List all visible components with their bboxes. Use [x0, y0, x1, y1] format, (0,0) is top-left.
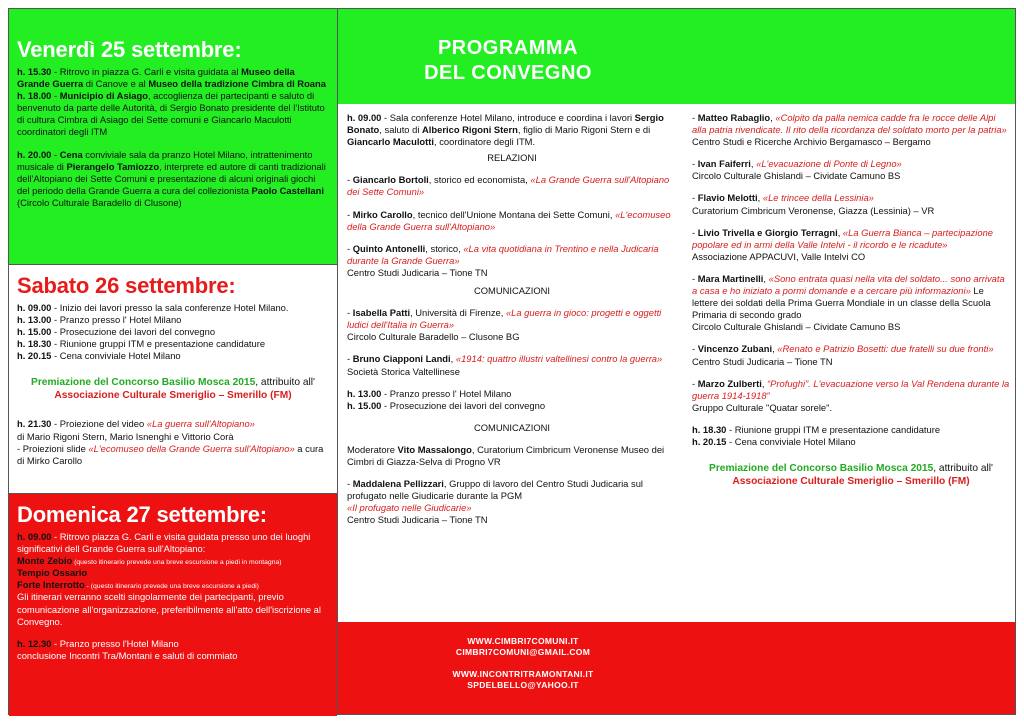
item-text: conviviale sala da pranzo Hotel Milano, intrattenimento musicale di — [17, 148, 313, 172]
sunday-title: Domenica 27 settembre: — [17, 502, 267, 527]
time-label: h. 20.15 — [692, 435, 727, 447]
item-text: , — [450, 353, 456, 365]
item-text: - Pranzo presso l' Hotel Milano — [381, 387, 512, 399]
place-note: - (questo itinerario prevede una breve escursione a piedi) — [84, 583, 259, 591]
talk-org: Gruppo Culturale "Quatar sorele". — [692, 401, 833, 413]
talk — [347, 478, 677, 502]
item-text: , storico ed economista, — [428, 174, 531, 186]
sunday-item-2 — [17, 638, 329, 650]
item-text: - Cena conviviale Hotel Milano — [51, 350, 181, 362]
saturday-item — [17, 314, 329, 326]
talk — [347, 353, 677, 365]
spacer — [347, 412, 677, 422]
spacer — [347, 434, 677, 444]
time-label: h. 12.30 — [17, 637, 52, 649]
schedule-item — [347, 388, 677, 400]
speaker-name: Isabella Patti — [352, 307, 411, 319]
item-text: - — [692, 272, 698, 284]
time-label: h. 13.00 — [347, 387, 382, 399]
item-text: , figlio di Mario Rigoni Stern e di — [517, 124, 651, 136]
saturday-section — [9, 264, 337, 494]
talk — [692, 112, 1010, 136]
place-name: Monte Zebio — [17, 555, 73, 567]
talk — [692, 343, 1010, 355]
item-text: - — [692, 192, 698, 204]
talk-org: Centro Studi Judicaria – Tione TN — [692, 355, 833, 367]
award-text: , attribuito all' — [255, 377, 315, 389]
speaker-name: Vito Massalongo — [397, 443, 472, 455]
time-label: h. 09.00 — [17, 302, 52, 313]
talk-title: «La vita quotidiana in Trentino e nella Judicaria durante la Grande Guerra» — [347, 242, 659, 266]
talk-title: «1914: quattro illustri valtellinesi contro la guerra» — [455, 353, 663, 365]
program-main — [338, 8, 1016, 715]
moderator — [347, 444, 677, 468]
speaker-name: Ivan Faiferri — [697, 158, 751, 170]
museum-name: Museo della Grande Guerra — [17, 66, 295, 90]
item-text: (Circolo Culturale Baradello di Clusone) — [17, 196, 182, 208]
website-link[interactable]: WWW.CIMBRI7COMUNI.IT — [467, 636, 579, 646]
talk — [692, 192, 1010, 204]
talk-org: Centro Studi Judicaria – Tione TN — [347, 514, 488, 526]
time-label: h. 15.00 — [17, 326, 52, 338]
slides-title: «L'ecomuseo della Grande Guerra sull'Altopiano» — [88, 442, 295, 454]
saturday-item — [17, 326, 329, 338]
item-text: , — [761, 377, 768, 389]
time-label: h. 13.00 — [17, 314, 52, 326]
sunday-closing: conclusione Incontri Tra/Montani e saluti di commiato — [17, 649, 238, 661]
item-text: , tecnico dell'Unione Montana dei Sette Comuni, — [412, 208, 616, 220]
item-text: - — [692, 226, 698, 238]
friday-item-2 — [17, 90, 329, 138]
program-column-left — [347, 112, 677, 526]
item-text: - Riunione gruppi ITM e presentazione candidature — [726, 423, 941, 435]
award-title: Premiazione del Concorso Basilio Mosca 2015 — [31, 377, 256, 389]
venue-name: Municipio di Asiago — [59, 90, 148, 102]
item-text: - — [51, 148, 60, 160]
comunicazioni-heading: COMUNICAZIONI — [473, 421, 551, 433]
saturday-title: Sabato 26 settembre: — [17, 273, 236, 298]
item-text: , — [757, 192, 763, 204]
person-name: Paolo Castellani — [251, 184, 324, 196]
title-line: PROGRAMMA — [437, 37, 579, 59]
item-text: - — [347, 242, 353, 254]
talk-org: Circolo Culturale Ghislandi – Cividate Camuno BS — [692, 321, 901, 333]
item-text: , storico, — [425, 242, 464, 254]
spacer — [347, 199, 677, 209]
spacer — [347, 468, 677, 478]
item-text: , Università di Firenze, — [410, 307, 506, 319]
spacer — [347, 233, 677, 243]
item-text: , — [837, 226, 843, 238]
talk — [692, 378, 1010, 402]
talk-title: «L'ecomuseo della Grande Guerra sull'Altopiano» — [347, 208, 671, 232]
comunicazioni-heading: COMUNICAZIONI — [473, 285, 551, 297]
saturday-video-authors: di Mario Rigoni Stern, Mario Isnenghi e Vittorio Corà — [17, 430, 234, 442]
sunday-place-2 — [17, 567, 329, 579]
item-text: - Prosecuzione dei lavori del convegno — [51, 326, 216, 338]
talk — [347, 243, 677, 267]
item-text: , — [772, 343, 778, 355]
item-text: - Sala conferenze Hotel Milano, introduce e coordina i lavori — [381, 112, 635, 123]
talk — [347, 174, 677, 198]
friday-item-3 — [17, 149, 329, 209]
schedule-item — [692, 436, 1010, 448]
item-text: - Ritrovo piazza G. Carli e visita guidata presso uno dei luoghi significativi dell Grande Guerra sull'Altopiano: — [17, 531, 311, 555]
item-text: - Pranzo presso l' Hotel Milano — [51, 314, 182, 326]
talk-title: «Colpito da palla nemica cadde fra le rocce delle Alpi alla patria rivendicate. Il rito della ricordanza del soldato morto per la patria» — [692, 112, 1007, 136]
person-name: Pierangelo Tamiozzo — [66, 160, 160, 172]
talk-org: Circolo Culturale Ghislandi – Cividate Camuno BS — [692, 170, 901, 182]
saturday-item — [17, 302, 329, 314]
item-text: - Proiezione del video — [51, 418, 147, 430]
speaker-name: Marzo Zulberti — [697, 377, 762, 389]
time-label: h. 15.00 — [347, 399, 382, 411]
schedule-item — [347, 400, 677, 412]
item-text: - — [692, 343, 698, 355]
time-label: h. 18.30 — [692, 423, 727, 435]
saturday-item — [17, 338, 329, 350]
email-link[interactable]: CIMBRI7COMUNI@GMAIL.COM — [455, 646, 591, 657]
spacer — [17, 139, 329, 149]
time-label: h. 20.00 — [17, 148, 52, 160]
award-title: Premiazione del Concorso Basilio Mosca 2015 — [709, 463, 934, 475]
museum-name: Museo della tradizione Cimbra di Roana — [148, 78, 326, 90]
person-name: Giancarlo Maculotti — [347, 136, 434, 148]
schedule-column — [8, 8, 338, 715]
talk-org: Centro Studi Judicaria – Tione TN — [347, 266, 488, 278]
person-name: Sergio Bonato — [347, 112, 664, 136]
item-text: - — [347, 174, 353, 186]
talk — [692, 227, 1010, 251]
video-title: «La guerra sull'Altopiano» — [146, 418, 255, 430]
item-text: , coordinatore degli ITM. — [434, 136, 536, 148]
contact-links — [438, 636, 608, 690]
talk — [347, 209, 677, 233]
award-winner: Associazione Culturale Smeriglio – Smerillo (FM) — [54, 390, 292, 402]
sunday-place-3 — [17, 579, 329, 591]
item-text: , — [770, 112, 776, 123]
place-name: Forte Interrotto — [17, 579, 85, 591]
award-text: , attribuito all' — [933, 463, 993, 475]
spacer — [692, 368, 1010, 378]
item-text: di Canove e al — [83, 78, 149, 90]
person-name: Alberico Rigoni Stern — [422, 124, 518, 136]
talk-title: «La Guerra Bianca – partecipazione popolare ed in armi della Valle Intelvi - il ricordo e le ricadute» — [692, 226, 994, 250]
item-text: a cura di Mirko Carollo — [17, 442, 324, 466]
speaker-name: Quinto Antonelli — [352, 242, 426, 254]
spacer — [692, 414, 1010, 424]
award-winner: Associazione Culturale Smeriglio – Smerillo (FM) — [732, 476, 970, 488]
program-column-right — [692, 112, 1010, 496]
speaker-name: Livio Trivella e Giorgio Terragni — [697, 226, 838, 238]
item-text: Moderatore — [347, 443, 398, 455]
friday-text — [17, 66, 329, 209]
speaker-name: Giancarlo Bortoli — [352, 174, 429, 186]
time-label: h. 21.30 — [17, 418, 52, 430]
program-header — [338, 9, 1015, 104]
item-text: , Gruppo di lavoro del Centro Studi Judicaria sul profugato nelle Giudicarie durante la PGM — [347, 478, 643, 502]
item-text: - — [692, 377, 698, 389]
spacer — [347, 378, 677, 388]
item-text: - Riunione gruppi ITM e presentazione candidature — [51, 338, 266, 350]
item-text: - Ritrovo in piazza G. Carli e visita guidata al — [51, 66, 242, 77]
event-name: Cena — [59, 148, 83, 160]
item-text: - — [692, 112, 698, 123]
saturday-video — [17, 418, 329, 430]
spacer — [692, 263, 1010, 273]
item-text: , — [763, 272, 769, 284]
spacer — [692, 333, 1010, 343]
award-notice — [692, 462, 1010, 488]
item-text: - Inizio dei lavori presso la sala conferenze Hotel Milano. — [51, 302, 289, 313]
item-text: - Cena conviviale Hotel Milano — [726, 435, 856, 447]
sunday-item-1 — [17, 531, 329, 555]
time-label: h. 18.30 — [17, 338, 52, 350]
spacer — [692, 217, 1010, 227]
spacer — [347, 164, 677, 174]
item-text: Le lettere dei soldati della Prima Guerra Mondiale in un classe della Scuola Primaria di secondo grado — [692, 285, 991, 321]
speaker-name: Mara Martinelli — [697, 272, 764, 284]
intro — [347, 112, 677, 148]
speaker-name: Flavio Melotti — [697, 192, 758, 204]
item-text: - Proiezioni slide — [17, 442, 89, 454]
saturday-item — [17, 350, 329, 362]
item-text: - Prosecuzione dei lavori del convegno — [381, 399, 546, 411]
talk-org: Curatorium Cimbricum Veronense, Giazza (Lessinia) – VR — [692, 204, 935, 216]
place-note: (questo itinerario prevede una breve escursione a piedi in montagna) — [72, 559, 282, 567]
website-link[interactable]: WWW.INCONTRITRAMONTANI.IT — [452, 669, 594, 679]
item-text: - — [347, 307, 353, 319]
email-link[interactable]: SPDELBELLO@YAHOO.IT — [467, 679, 579, 690]
schedule-item — [692, 424, 1010, 436]
time-label: h. 20.15 — [17, 350, 52, 362]
item-text: - — [51, 90, 60, 102]
talk — [692, 273, 1010, 321]
friday-title: Venerdì 25 settembre: — [17, 37, 242, 62]
spacer — [17, 628, 329, 638]
speaker-name: Mirko Carollo — [352, 208, 413, 220]
place-name: Tempio Ossario — [17, 567, 88, 579]
speaker-name: Matteo Rabaglio — [697, 112, 771, 123]
talk-org: Centro Studi e Ricerche Archivio Bergamasco – Bergamo — [692, 136, 931, 148]
item-text: - — [347, 353, 353, 365]
time-label: h. 15.30 — [17, 66, 52, 77]
talk-title: «Il profugato nelle Giudicarie» — [347, 502, 472, 514]
item-text: - — [347, 478, 353, 490]
item-text: , saluto di — [379, 124, 423, 136]
saturday-text — [17, 302, 329, 467]
title-line: DEL CONVEGNO — [424, 62, 592, 84]
relazioni-heading: RELAZIONI — [487, 152, 537, 164]
item-text: - — [347, 208, 353, 220]
friday-section — [9, 9, 337, 264]
talk — [347, 307, 677, 331]
item-text: , accoglienza dei partecipanti e saluto di benvenuto da parte delle Autorità, di Sergio Bonato presidente del l'Istituto di cultura Cimbra di Asiago dei Sette comuni e Giancarlo Maculotti coordinatori degli ITM — [17, 90, 325, 138]
time-label: h. 18.00 — [17, 90, 52, 102]
talk-org: Società Storica Valtellinese — [347, 365, 460, 377]
spacer — [438, 657, 608, 669]
item-text: , interprete ed autore di canti tradizionali dell'Altopiano dei Sette Comuni e presentazione di alcuni originali giochi del periodo della Grande Guerra a cura del collezionista — [17, 160, 326, 196]
spacer — [692, 148, 1010, 158]
spacer — [347, 297, 677, 307]
speaker-name: Vincenzo Zubani — [697, 343, 773, 355]
talk-title: «La Grande Guerra sull'Altopiano dei Sette Comuni» — [347, 174, 670, 198]
item-text: , — [750, 158, 757, 170]
talk-title: «Le trincee della Lessinia» — [762, 192, 874, 204]
spacer — [692, 182, 1010, 192]
speaker-name: Maddalena Pellizzari — [352, 478, 444, 490]
contact-footer — [338, 622, 1015, 714]
talk-title: «Renato e Patrizio Bosetti: due fratelli su due fronti» — [777, 343, 994, 355]
speaker-name: Bruno Ciapponi Landi — [352, 353, 451, 365]
talk-title: «L'evacuazione di Ponte di Legno» — [756, 158, 902, 170]
talk-title: «La guerra in gioco: progetti e oggetti ludici dell'Italia in Guerra» — [347, 307, 662, 331]
time-label: h. 09.00 — [347, 112, 382, 123]
saturday-slides — [17, 443, 329, 467]
time-label: h. 09.00 — [17, 531, 52, 542]
item-text: - Pranzo presso l'Hotel Milano — [51, 637, 179, 649]
talk — [692, 158, 1010, 170]
spacer — [347, 343, 677, 353]
item-text: - — [692, 158, 698, 170]
talk-org: Associazione APPACUVI, Valle Intelvi CO — [692, 250, 866, 262]
friday-item-1 — [17, 66, 329, 90]
sunday-text — [17, 531, 329, 662]
sunday-place-1 — [17, 555, 329, 567]
award-notice — [17, 376, 329, 402]
talk-title: “Profughi”. L'evacuazione verso la Val Rendena durante la guerra 1914-1918” — [692, 377, 1010, 401]
program-title — [398, 36, 618, 86]
item-text: , Curatorium Cimbricum Veronense Museo dei Cimbri di Giazza-Selva di Progno VR — [347, 443, 665, 467]
sunday-note: Gli itinerari verranno scelti singolarmente dei partecipanti, previo comunicazione all'organizzazione, preferibilmente all'atto dell'iscrizione al Convegno. — [17, 591, 321, 627]
talk-org: Circolo Culturale Baradello – Clusone BG — [347, 331, 520, 343]
sunday-section — [9, 494, 337, 716]
talk-title: «Sono entrata quasi nella vita del soldato... sono arrivata a casa e ho iniziato a pormi domande e a cercare più informazioni» — [692, 272, 1005, 297]
